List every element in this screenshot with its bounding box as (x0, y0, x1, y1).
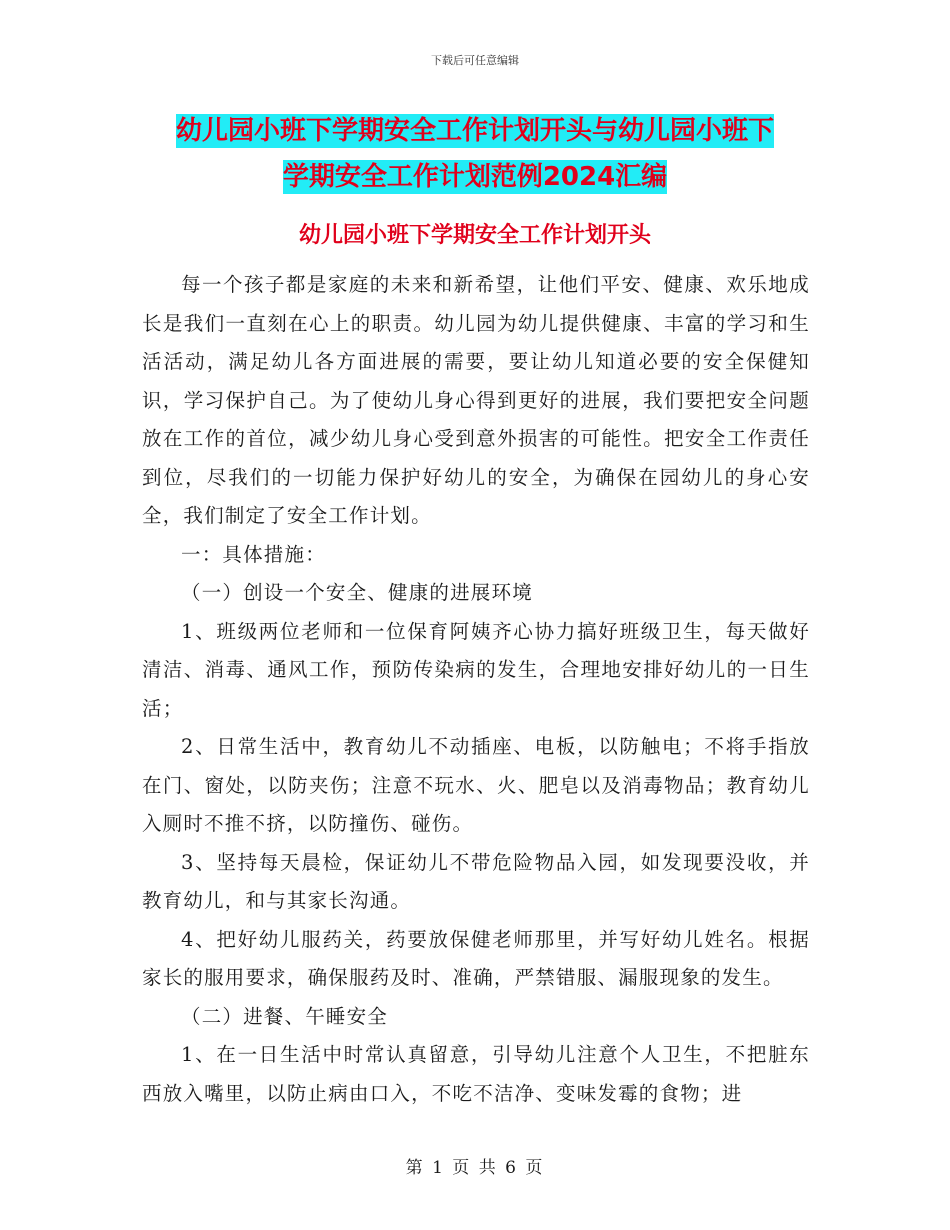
paragraph-item-1: 1、班级两位老师和一位保育阿姨齐心协力搞好班级卫生，每天做好清洁、消毒、通风工作，预防传染病的发生，合理地安排好幼儿的一日生活； (142, 619, 810, 720)
paragraph-measures-heading: 一：具体措施： (181, 542, 326, 566)
document-body (142, 266, 810, 1113)
title-line-2: 学期安全工作计划范例2024汇编 (282, 162, 668, 192)
paragraph-subheading-2: （二）进餐、午睡安全 (181, 1004, 389, 1028)
paragraph-subheading-1: （一）创设一个安全、健康的进展环境 (181, 581, 533, 604)
paragraph-intro: 每一个孩子都是家庭的未来和新希望，让他们平安、健康、欢乐地成长是我们一直刻在心上的职责。幼儿园为幼儿提供健康、丰富的学习和生活活动，满足幼儿各方面进展的需要，要让幼儿知道必要的安全保健知识，学习保护自己。为了使幼儿身心得到更好的进展，我们要把安全问题放在工作的首位，减少幼儿身心受到意外损害的可能性。把安全工作责任到位，尽我们的一切能力保护好幼儿的安全，为确保在园幼儿的身心安全，我们制定了安全工作计划。 (142, 273, 810, 527)
paragraph-item-4: 4、把好幼儿服药关，药要放保健老师那里，并写好幼儿姓名。根据家长的服用要求，确保服药及时、准确，严禁错服、漏服现象的发生。 (142, 927, 810, 989)
section-heading: 幼儿园小班下学期安全工作计划开头 (298, 223, 651, 248)
paragraph-item-2: 2、日常生活中，教育幼儿不动插座、电板，以防触电；不将手指放在门、窗处，以防夹伤；注意不玩水、火、肥皂以及消毒物品；教育幼儿入厕时不推不挤，以防撞伤、碰伤。 (142, 735, 810, 835)
document-title (140, 108, 810, 200)
paragraph-item-3: 3、坚持每天晨检，保证幼儿不带危险物品入园，如发现要没收，并教育幼儿，和与其家长沟通。 (142, 850, 810, 912)
header-note: 下载后可任意编辑 (431, 54, 519, 67)
title-line-1: 幼儿园小班下学期安全工作计划开头与幼儿园小班下 (175, 116, 774, 146)
page-footer: 第 1 页 共 6 页 (405, 1158, 545, 1178)
paragraph-item-5: 1、在一日生活中时常认真留意，引导幼儿注意个人卫生，不把脏东西放入嘴里，以防止病由口入，不吃不洁净、变味发霉的食物；进 (142, 1043, 810, 1105)
